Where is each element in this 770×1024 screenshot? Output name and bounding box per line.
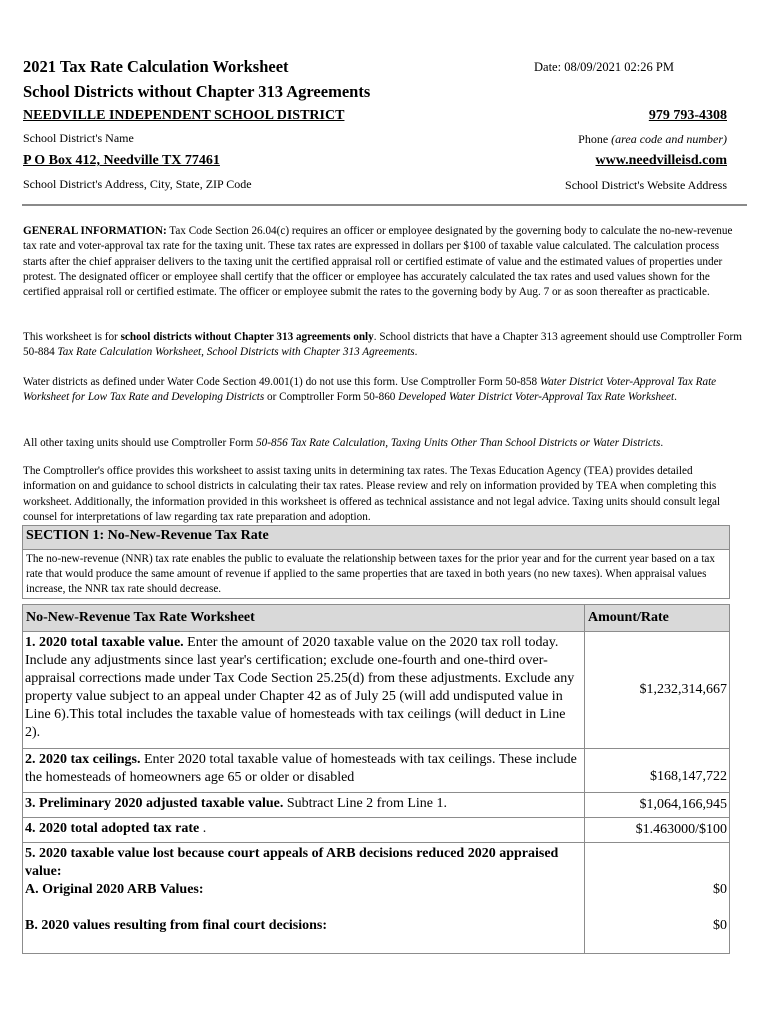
header-divider	[22, 204, 747, 206]
district-name: NEEDVILLE INDEPENDENT SCHOOL DISTRICT	[23, 108, 345, 123]
nnr-worksheet-table	[22, 604, 730, 954]
district-phone: 979 793-4308	[648, 108, 727, 123]
phone-caption: Phone (area code and number)	[578, 132, 727, 146]
form-date: Date: 08/09/2021 02:26 PM	[534, 60, 674, 74]
section-1-description: The no-new-revenue (NNR) tax rate enables the public to evaluate the relationship between taxes for the prior year and for the current year based on a tax rate that would produce the same amount of revenue if applied to the same properties that are taxed in both years (no new taxes). When appraisal values increase, the NNR tax rate should decrease.	[26, 553, 715, 595]
table-header-row	[23, 605, 730, 632]
table-row	[23, 818, 730, 843]
worksheet-applicability: This worksheet is for school districts without Chapter 313 agreements only. School districts that have a Chapter 313 agreement should use Comptroller Form 50-884 Tax Rate Calculation Worksheet, School Districts with Chapter 313 Agreements.	[23, 331, 742, 359]
address-caption: School District's Address, City, State, ZIP Code	[23, 177, 252, 191]
water-districts-note: Water districts as defined under Water Code Section 49.001(1) do not use this form. Use Comptroller Form 50-858 Water District Voter-Approval Tax Rate Worksheet for Low Tax Rate and Developing Districts or Comptroller Form 50-860 Developed Water District Voter-Approval Tax Rate Worksheet.	[23, 376, 717, 404]
line-2-description: 2. 2020 tax ceilings. Enter 2020 total taxable value of homesteads with tax ceilings. These include the homesteads of homeowners age 65 or older or disabled	[23, 749, 585, 793]
form-title: 2021 Tax Rate Calculation Worksheet	[23, 57, 289, 76]
form-subtitle: School Districts without Chapter 313 Agreements	[23, 82, 371, 101]
district-name-caption: School District's Name	[23, 131, 134, 145]
table-row	[23, 632, 730, 749]
line-4-amount: $1.463000/$100	[585, 818, 730, 843]
line-4-description: 4. 2020 total adopted tax rate .	[23, 818, 585, 843]
line-3-description: 3. Preliminary 2020 adjusted taxable value. Subtract Line 2 from Line 1.	[23, 793, 585, 818]
section-1	[22, 525, 730, 599]
other-units-note: All other taxing units should use Comptroller Form 50-856 Tax Rate Calculation, Taxing Units Other Than School Districts or Water Districts.	[23, 437, 664, 449]
line-5a-amount: $0	[713, 882, 727, 897]
comptroller-note: The Comptroller's office provides this worksheet to assist taxing units in determining tax rates. The Texas Education Agency (TEA) provides detailed information on and guidance to school districts in calculating their tax rates. Please review and rely on information provided by TEA when completing this worksheet. Additionally, the information provided in this worksheet is offered as technical assistance and not legal advice. Taxing units should consult legal counsel for interpretations of law regarding tax rate preparation and adoption.	[23, 465, 721, 523]
line-5-heading: 5. 2020 taxable value lost because court appeals of ARB decisions reduced 2020 appraised value:	[25, 846, 559, 879]
line-1-amount: $1,232,314,667	[585, 632, 730, 749]
table-row	[23, 749, 730, 793]
line-5-amounts	[585, 843, 730, 954]
line-3-amount: $1,064,166,945	[585, 793, 730, 818]
district-address: P O Box 412, Needville TX 77461	[23, 153, 220, 168]
col-header-amount: Amount/Rate	[585, 605, 730, 632]
col-header-label: No-New-Revenue Tax Rate Worksheet	[23, 605, 585, 632]
table-row	[23, 793, 730, 818]
district-website: www.needvilleisd.com	[595, 153, 727, 168]
line-2-amount: $168,147,722	[585, 749, 730, 793]
general-information: GENERAL INFORMATION: Tax Code Section 26.04(c) requires an officer or employee designated by the governing body to calculate the no-new-revenue tax rate and voter-approval tax rate for the taxing unit. These tax rates are expressed in dollars per $100 of taxable value calculated. The calculation process starts after the chief appraiser delivers to the taxing unit the certified appraisal roll or certified estimate of value and the estimated values of properties under protest. The designated officer or employee shall certify that the officer or employee has accurately calculated the tax rates and used values shown for the certified appraisal roll or certified estimate. The officer or employee submit the rates to the governing body by Aug. 7 or as soon thereafter as practicable.	[23, 225, 733, 299]
line-1-description: 1. 2020 total taxable value. Enter the amount of 2020 taxable value on the 2020 tax roll today. Include any adjustments since last year's certification; exclude one-fourth and one-third over-appraisal corrections made under Tax Code Section 25.25(d) from these adjustments. Exclude any property value subject to an appeal under Chapter 42 as of July 25 (will add undisputed value in Line 6).This total includes the taxable value of homesteads with tax ceilings (will deduct in Line 2).	[23, 632, 585, 749]
line-5-description	[23, 843, 585, 954]
section-1-heading: SECTION 1: No-New-Revenue Tax Rate	[23, 526, 729, 550]
line-5a-label: A. Original 2020 ARB Values:	[25, 882, 204, 897]
line-5b-amount: $0	[713, 918, 727, 933]
line-5b-label: B. 2020 values resulting from final court decisions:	[25, 918, 328, 933]
table-row	[23, 843, 730, 954]
website-caption: School District's Website Address	[565, 178, 727, 192]
